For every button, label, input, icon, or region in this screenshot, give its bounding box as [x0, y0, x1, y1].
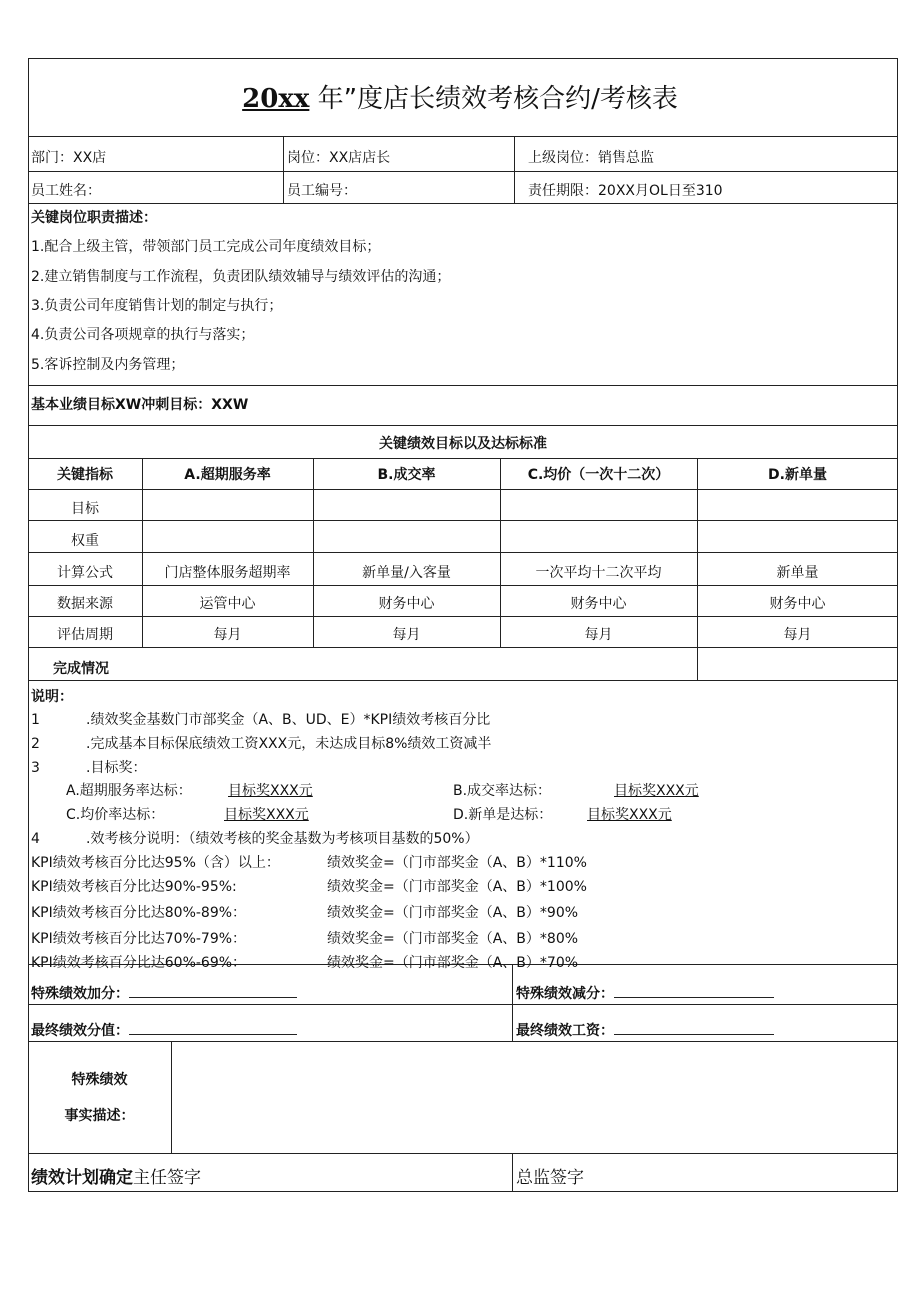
rule	[28, 647, 898, 648]
note-text: .绩效奖金基数门市部奖金（A、B、UD、E）*KPI绩效考核百分比	[86, 712, 491, 728]
special-sub-field	[516, 985, 774, 1001]
director-signature-label: 总监签字	[516, 1168, 584, 1188]
kpi-col-header: A.超期服务率	[184, 467, 271, 483]
title-year: 20xx	[242, 84, 310, 114]
kpi-row-label: 数据来源	[57, 596, 113, 612]
special-desc-label: 事实描述：	[64, 1108, 135, 1124]
duty-item: 1.配合上级主管，带领部门员工完成公司年度绩效目标；	[31, 239, 381, 255]
tier-formula: 绩效奖金=（门市部奖金（A、B）*90%	[327, 905, 579, 921]
kpi-cell: 财务中心	[769, 596, 826, 612]
tier-range: KPI绩效考核百分比达60%-69%：	[31, 955, 247, 971]
kpi-cell: 每月	[213, 627, 242, 643]
tier-formula: 绩效奖金=（门市部奖金（A、B）*100%	[327, 879, 587, 895]
rule	[142, 458, 143, 647]
kpi-cell: 新单量	[776, 565, 819, 581]
tier-formula: 绩效奖金=（门市部奖金（A、B）*70%	[327, 955, 579, 971]
plan-signature	[31, 1170, 201, 1187]
superior-field: 上级岗位：销售总监	[528, 150, 654, 166]
bonus-label: B.成交率达标：	[453, 783, 552, 799]
rule	[28, 585, 898, 586]
kpi-cell: 每月	[783, 627, 812, 643]
bonus-label: C.均价率达标：	[66, 807, 165, 823]
duty-item: 3.负责公司年度销售计划的制定与执行；	[31, 298, 283, 314]
kpi-row-label: 目标	[71, 501, 99, 517]
note-number: 1	[31, 712, 40, 728]
employee-name-field: 员工姓名：	[31, 183, 101, 199]
note-number: 2	[31, 736, 40, 752]
targets-line: 基本业绩目标XW冲刺目标：XXW	[31, 397, 249, 413]
duty-item: 2.建立销售制度与工作流程，负责团队绩效辅导与绩效评估的沟通；	[31, 269, 451, 285]
kpi-col-header: B.成交率	[377, 467, 436, 483]
kpi-cell: 一次平均十二次平均	[535, 565, 662, 581]
kpi-row-label: 计算公式	[57, 565, 113, 581]
kpi-row-label: 评估周期	[57, 627, 113, 643]
tier-range: KPI绩效考核百分比达90%-95%:	[31, 879, 237, 895]
rule	[283, 136, 284, 203]
note-text: .目标奖：	[86, 760, 147, 776]
position-field: 岗位：XX店店长	[287, 150, 391, 166]
special-add-input[interactable]	[129, 985, 297, 998]
plan-signature-bold: 绩效计划确定	[31, 1168, 133, 1188]
rule	[28, 136, 898, 137]
notes-heading: 说明：	[31, 689, 73, 705]
special-sub-input[interactable]	[614, 985, 774, 998]
duties-heading: 关键岗位职责描述：	[31, 210, 157, 226]
bonus-value: 目标奖XXX元	[614, 783, 699, 799]
kpi-row-label: 权重	[71, 533, 99, 549]
rule	[28, 1153, 898, 1154]
duty-item: 4.负责公司各项规章的执行与落实；	[31, 327, 255, 343]
final-salary-label: 最终绩效工资：	[516, 1023, 614, 1039]
special-desc-textarea[interactable]	[172, 1042, 897, 1152]
final-salary-input[interactable]	[614, 1022, 774, 1035]
term-field: 责任期限：20XX月OL日至310	[528, 183, 723, 199]
final-score-label: 最终绩效分值：	[31, 1023, 129, 1039]
tier-formula: 绩效奖金=（门市部奖金（A、B）*110%	[327, 855, 587, 871]
tier-range: KPI绩效考核百分比达95%（含）以上：	[31, 855, 280, 871]
plan-signature-label: 主任签字	[133, 1168, 201, 1188]
bonus-value: 目标奖XXX元	[228, 783, 313, 799]
employee-no-field: 员工编号：	[287, 183, 357, 199]
kpi-cell: 运管中心	[199, 596, 256, 612]
note-text: .效考核分说明：（绩效考核的奖金基数为考核项目基数的50%）	[86, 831, 479, 847]
note-number: 3	[31, 760, 40, 776]
rule	[28, 425, 898, 426]
bonus-label: D.新单是达标：	[453, 807, 553, 823]
special-desc-label: 特殊绩效	[71, 1072, 128, 1088]
kpi-col-header: 关键指标	[57, 467, 113, 483]
rule	[28, 1004, 898, 1005]
clipped-tier-row	[28, 951, 579, 971]
rule	[28, 680, 898, 681]
special-add-field	[31, 985, 297, 1001]
kpi-cell: 每月	[392, 627, 421, 643]
rule	[28, 385, 898, 386]
kpi-cell: 财务中心	[378, 596, 435, 612]
duty-item: 5.客诉控制及内务管理；	[31, 357, 185, 373]
rule	[512, 964, 513, 1041]
kpi-cell: 财务中心	[570, 596, 627, 612]
bonus-value: 目标奖XXX元	[224, 807, 309, 823]
department-field: 部门：XX店	[31, 150, 107, 166]
rule	[313, 458, 314, 647]
special-sub-label: 特殊绩效减分：	[516, 986, 614, 1002]
rule	[28, 552, 898, 553]
title-text: 年”度店长绩效考核合约/考核表	[309, 84, 678, 114]
rule	[28, 171, 898, 172]
kpi-cell: 每月	[584, 627, 613, 643]
kpi-heading: 关键绩效目标以及达标标准	[379, 436, 547, 452]
rule	[28, 203, 898, 204]
kpi-cell: 新单量/入客量	[362, 565, 451, 581]
note-text: .完成基本目标保底绩效工资XXX元，未达成目标8%绩效工资减半	[86, 736, 492, 752]
final-salary-field	[516, 1022, 774, 1038]
final-score-field	[31, 1022, 297, 1038]
bonus-label: A.超期服务率达标：	[66, 783, 192, 799]
tier-range: KPI绩效考核百分比达80%-89%：	[31, 905, 247, 921]
rule	[28, 616, 898, 617]
final-score-input[interactable]	[129, 1022, 297, 1035]
special-add-label: 特殊绩效加分：	[31, 986, 129, 1002]
rule	[28, 520, 898, 521]
page-title	[0, 84, 920, 114]
note-number: 4	[31, 831, 40, 847]
rule	[28, 458, 898, 459]
bonus-value: 目标奖XXX元	[587, 807, 672, 823]
rule	[28, 489, 898, 490]
rule	[514, 136, 515, 203]
completion-label: 完成情况	[53, 661, 109, 677]
rule	[512, 1153, 513, 1192]
tier-range: KPI绩效考核百分比达70%-79%：	[31, 931, 247, 947]
tier-formula: 绩效奖金=（门市部奖金（A、B）*80%	[327, 931, 579, 947]
kpi-cell: 门店整体服务超期率	[164, 565, 291, 581]
rule	[500, 458, 501, 647]
kpi-col-header: D.新单量	[768, 467, 827, 483]
kpi-col-header: C.均价（一次十二次）	[527, 467, 670, 483]
